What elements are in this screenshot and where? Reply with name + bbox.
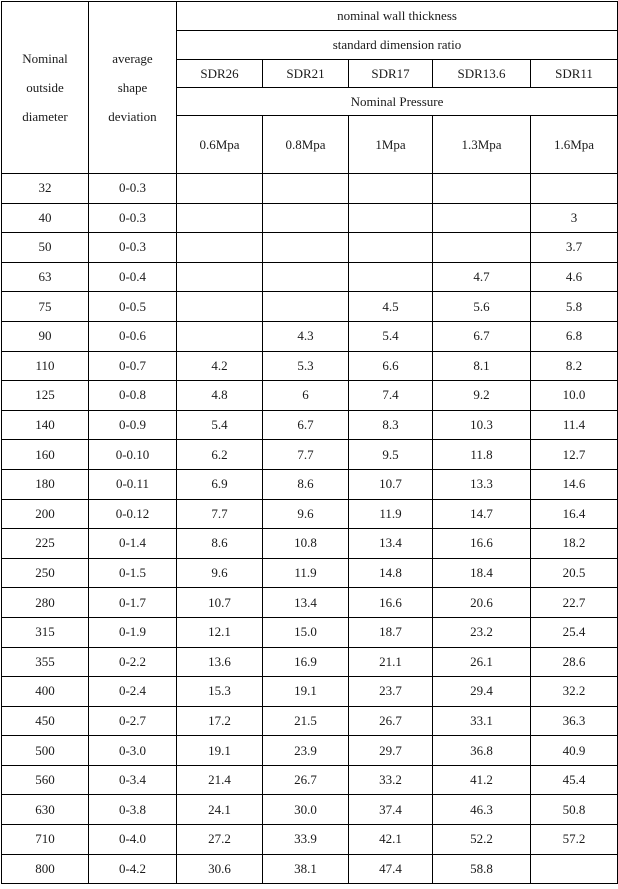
cell-shape-deviation: 0-1.7 (89, 588, 177, 618)
cell-wall-thickness: 10.0 (531, 381, 618, 411)
cell-shape-deviation: 0-4.2 (89, 854, 177, 884)
cell-shape-deviation: 0-3.8 (89, 795, 177, 825)
cell-nominal-diameter: 800 (2, 854, 89, 884)
cell-wall-thickness: 14.8 (349, 558, 433, 588)
cell-wall-thickness: 5.6 (433, 292, 531, 322)
cell-wall-thickness: 47.4 (349, 854, 433, 884)
header-nominal-wall-thickness: nominal wall thickness (177, 2, 618, 31)
cell-wall-thickness (177, 174, 263, 204)
cell-wall-thickness (349, 203, 433, 233)
cell-wall-thickness: 9.6 (263, 499, 349, 529)
cell-wall-thickness: 45.4 (531, 765, 618, 795)
header-diameter-line-1: Nominal (22, 51, 68, 66)
cell-wall-thickness: 11.4 (531, 410, 618, 440)
cell-nominal-diameter: 160 (2, 440, 89, 470)
cell-wall-thickness: 6.9 (177, 469, 263, 499)
table-row (2, 469, 618, 499)
cell-wall-thickness (263, 262, 349, 292)
table-row (2, 529, 618, 559)
cell-shape-deviation: 0-0.6 (89, 321, 177, 351)
cell-wall-thickness: 4.2 (177, 351, 263, 381)
cell-wall-thickness: 8.1 (433, 351, 531, 381)
cell-shape-deviation: 0-0.3 (89, 233, 177, 263)
cell-wall-thickness: 9.5 (349, 440, 433, 470)
cell-wall-thickness: 32.2 (531, 677, 618, 707)
cell-wall-thickness: 29.7 (349, 736, 433, 766)
cell-wall-thickness: 23.7 (349, 677, 433, 707)
cell-wall-thickness: 6 (263, 381, 349, 411)
cell-wall-thickness: 52.2 (433, 825, 531, 855)
header-sdr-cell: SDR11 (531, 60, 618, 88)
cell-wall-thickness (433, 203, 531, 233)
cell-wall-thickness: 15.3 (177, 677, 263, 707)
table-row (2, 440, 618, 470)
table-row (2, 233, 618, 263)
table-row (2, 795, 618, 825)
cell-shape-deviation: 0-3.4 (89, 765, 177, 795)
cell-wall-thickness: 11.9 (349, 499, 433, 529)
header-standard-dimension-ratio: standard dimension ratio (177, 31, 618, 60)
header-pressure-cell: 0.8Mpa (263, 116, 349, 174)
cell-wall-thickness: 7.7 (263, 440, 349, 470)
cell-wall-thickness: 15.0 (263, 617, 349, 647)
cell-wall-thickness: 9.6 (177, 558, 263, 588)
cell-wall-thickness (177, 203, 263, 233)
table-row (2, 262, 618, 292)
cell-wall-thickness: 12.1 (177, 617, 263, 647)
cell-shape-deviation: 0-4.0 (89, 825, 177, 855)
cell-wall-thickness: 26.1 (433, 647, 531, 677)
header-sdr-cell: SDR13.6 (433, 60, 531, 88)
cell-nominal-diameter: 710 (2, 825, 89, 855)
cell-wall-thickness: 26.7 (263, 765, 349, 795)
cell-wall-thickness: 10.7 (349, 469, 433, 499)
cell-wall-thickness (177, 292, 263, 322)
cell-shape-deviation: 0-0.10 (89, 440, 177, 470)
cell-wall-thickness: 41.2 (433, 765, 531, 795)
cell-wall-thickness (531, 854, 618, 884)
cell-wall-thickness: 36.8 (433, 736, 531, 766)
cell-nominal-diameter: 90 (2, 321, 89, 351)
cell-wall-thickness: 8.3 (349, 410, 433, 440)
cell-nominal-diameter: 180 (2, 469, 89, 499)
table-row (2, 854, 618, 884)
cell-nominal-diameter: 110 (2, 351, 89, 381)
cell-wall-thickness: 11.8 (433, 440, 531, 470)
cell-nominal-diameter: 75 (2, 292, 89, 322)
cell-wall-thickness: 6.6 (349, 351, 433, 381)
cell-wall-thickness (263, 203, 349, 233)
cell-wall-thickness: 5.8 (531, 292, 618, 322)
cell-wall-thickness: 7.4 (349, 381, 433, 411)
cell-wall-thickness: 12.7 (531, 440, 618, 470)
header-pressure-cell: 1Mpa (349, 116, 433, 174)
cell-nominal-diameter: 40 (2, 203, 89, 233)
table-row (2, 588, 618, 618)
cell-wall-thickness (177, 233, 263, 263)
table-row (2, 647, 618, 677)
cell-nominal-diameter: 225 (2, 529, 89, 559)
table-row (2, 203, 618, 233)
cell-wall-thickness: 33.9 (263, 825, 349, 855)
cell-shape-deviation: 0-0.9 (89, 410, 177, 440)
cell-wall-thickness: 26.7 (349, 706, 433, 736)
cell-nominal-diameter: 355 (2, 647, 89, 677)
cell-wall-thickness (349, 233, 433, 263)
cell-wall-thickness: 25.4 (531, 617, 618, 647)
cell-wall-thickness: 9.2 (433, 381, 531, 411)
cell-wall-thickness: 33.2 (349, 765, 433, 795)
cell-wall-thickness (263, 292, 349, 322)
cell-wall-thickness: 6.7 (263, 410, 349, 440)
header-diameter-line-2: outside (26, 80, 64, 95)
table-row (2, 617, 618, 647)
cell-wall-thickness: 21.4 (177, 765, 263, 795)
cell-wall-thickness: 57.2 (531, 825, 618, 855)
cell-nominal-diameter: 250 (2, 558, 89, 588)
cell-wall-thickness: 11.9 (263, 558, 349, 588)
cell-wall-thickness: 8.6 (263, 469, 349, 499)
cell-nominal-diameter: 560 (2, 765, 89, 795)
cell-wall-thickness: 16.6 (349, 588, 433, 618)
cell-wall-thickness: 23.9 (263, 736, 349, 766)
table-row (2, 499, 618, 529)
cell-shape-deviation: 0-0.5 (89, 292, 177, 322)
cell-wall-thickness: 16.9 (263, 647, 349, 677)
cell-wall-thickness: 50.8 (531, 795, 618, 825)
cell-wall-thickness: 16.4 (531, 499, 618, 529)
cell-shape-deviation: 0-2.4 (89, 677, 177, 707)
cell-wall-thickness: 10.7 (177, 588, 263, 618)
cell-nominal-diameter: 450 (2, 706, 89, 736)
cell-wall-thickness (349, 174, 433, 204)
table-row (2, 736, 618, 766)
cell-wall-thickness: 42.1 (349, 825, 433, 855)
cell-shape-deviation: 0-0.3 (89, 203, 177, 233)
cell-wall-thickness: 23.2 (433, 617, 531, 647)
cell-wall-thickness (263, 233, 349, 263)
header-average-shape-deviation (89, 2, 177, 174)
cell-wall-thickness: 13.6 (177, 647, 263, 677)
cell-wall-thickness (349, 262, 433, 292)
table-row (2, 558, 618, 588)
cell-wall-thickness: 30.0 (263, 795, 349, 825)
cell-wall-thickness (531, 174, 618, 204)
cell-wall-thickness (433, 174, 531, 204)
table-row (2, 765, 618, 795)
cell-shape-deviation: 0-2.2 (89, 647, 177, 677)
cell-nominal-diameter: 200 (2, 499, 89, 529)
cell-wall-thickness: 18.2 (531, 529, 618, 559)
cell-shape-deviation: 0-0.8 (89, 381, 177, 411)
cell-wall-thickness (177, 321, 263, 351)
cell-wall-thickness: 30.6 (177, 854, 263, 884)
cell-wall-thickness: 4.8 (177, 381, 263, 411)
header-sdr-cell: SDR17 (349, 60, 433, 88)
cell-wall-thickness: 36.3 (531, 706, 618, 736)
cell-wall-thickness: 8.2 (531, 351, 618, 381)
cell-wall-thickness: 6.2 (177, 440, 263, 470)
cell-nominal-diameter: 32 (2, 174, 89, 204)
header-sdr-cell: SDR26 (177, 60, 263, 88)
cell-wall-thickness (263, 174, 349, 204)
cell-shape-deviation: 0-0.11 (89, 469, 177, 499)
header-nominal-pressure: Nominal Pressure (177, 88, 618, 116)
cell-wall-thickness: 22.7 (531, 588, 618, 618)
cell-wall-thickness: 16.6 (433, 529, 531, 559)
cell-nominal-diameter: 315 (2, 617, 89, 647)
cell-wall-thickness: 4.7 (433, 262, 531, 292)
cell-wall-thickness: 13.4 (263, 588, 349, 618)
cell-wall-thickness: 29.4 (433, 677, 531, 707)
table-row (2, 825, 618, 855)
header-nominal-outside-diameter (2, 2, 89, 174)
cell-shape-deviation: 0-0.12 (89, 499, 177, 529)
cell-wall-thickness: 37.4 (349, 795, 433, 825)
cell-wall-thickness: 46.3 (433, 795, 531, 825)
cell-wall-thickness: 18.4 (433, 558, 531, 588)
cell-shape-deviation: 0-3.0 (89, 736, 177, 766)
cell-wall-thickness: 6.8 (531, 321, 618, 351)
cell-shape-deviation: 0-0.4 (89, 262, 177, 292)
table-row (2, 677, 618, 707)
cell-wall-thickness: 19.1 (177, 736, 263, 766)
cell-wall-thickness: 21.1 (349, 647, 433, 677)
cell-wall-thickness: 5.3 (263, 351, 349, 381)
cell-shape-deviation: 0-0.3 (89, 174, 177, 204)
table-row (2, 706, 618, 736)
cell-wall-thickness: 20.5 (531, 558, 618, 588)
header-deviation-line-1: average (112, 51, 153, 66)
cell-shape-deviation: 0-1.5 (89, 558, 177, 588)
table-row (2, 321, 618, 351)
header-pressure-cell: 1.6Mpa (531, 116, 618, 174)
cell-wall-thickness: 38.1 (263, 854, 349, 884)
table-row (2, 292, 618, 322)
cell-wall-thickness: 5.4 (349, 321, 433, 351)
cell-nominal-diameter: 63 (2, 262, 89, 292)
cell-shape-deviation: 0-1.9 (89, 617, 177, 647)
cell-wall-thickness: 20.6 (433, 588, 531, 618)
cell-nominal-diameter: 400 (2, 677, 89, 707)
cell-wall-thickness: 4.6 (531, 262, 618, 292)
pipe-dimension-table (1, 1, 618, 884)
cell-wall-thickness: 6.7 (433, 321, 531, 351)
cell-wall-thickness: 5.4 (177, 410, 263, 440)
cell-wall-thickness: 10.3 (433, 410, 531, 440)
cell-nominal-diameter: 630 (2, 795, 89, 825)
table-body (2, 174, 618, 884)
cell-wall-thickness: 4.5 (349, 292, 433, 322)
header-pressure-cell: 0.6Mpa (177, 116, 263, 174)
table-row (2, 351, 618, 381)
cell-wall-thickness: 10.8 (263, 529, 349, 559)
header-sdr-cell: SDR21 (263, 60, 349, 88)
cell-wall-thickness: 7.7 (177, 499, 263, 529)
cell-wall-thickness: 13.3 (433, 469, 531, 499)
cell-nominal-diameter: 125 (2, 381, 89, 411)
table-row (2, 410, 618, 440)
cell-nominal-diameter: 140 (2, 410, 89, 440)
cell-wall-thickness: 24.1 (177, 795, 263, 825)
cell-wall-thickness: 17.2 (177, 706, 263, 736)
cell-wall-thickness: 13.4 (349, 529, 433, 559)
cell-wall-thickness: 4.3 (263, 321, 349, 351)
cell-wall-thickness: 14.7 (433, 499, 531, 529)
cell-wall-thickness: 27.2 (177, 825, 263, 855)
cell-shape-deviation: 0-1.4 (89, 529, 177, 559)
cell-wall-thickness: 33.1 (433, 706, 531, 736)
table-row (2, 381, 618, 411)
cell-wall-thickness (433, 233, 531, 263)
cell-wall-thickness: 14.6 (531, 469, 618, 499)
cell-wall-thickness: 28.6 (531, 647, 618, 677)
table-row (2, 174, 618, 204)
header-deviation-line-3: deviation (108, 109, 157, 124)
cell-wall-thickness: 8.6 (177, 529, 263, 559)
header-pressure-cell: 1.3Mpa (433, 116, 531, 174)
cell-wall-thickness: 19.1 (263, 677, 349, 707)
cell-wall-thickness: 18.7 (349, 617, 433, 647)
cell-wall-thickness: 40.9 (531, 736, 618, 766)
cell-wall-thickness: 21.5 (263, 706, 349, 736)
header-deviation-line-2: shape (117, 80, 148, 95)
cell-shape-deviation: 0-0.7 (89, 351, 177, 381)
cell-wall-thickness: 58.8 (433, 854, 531, 884)
cell-nominal-diameter: 500 (2, 736, 89, 766)
cell-nominal-diameter: 50 (2, 233, 89, 263)
cell-wall-thickness: 3 (531, 203, 618, 233)
cell-nominal-diameter: 280 (2, 588, 89, 618)
header-diameter-line-3: diameter (22, 109, 68, 124)
cell-wall-thickness (177, 262, 263, 292)
cell-wall-thickness: 3.7 (531, 233, 618, 263)
cell-shape-deviation: 0-2.7 (89, 706, 177, 736)
